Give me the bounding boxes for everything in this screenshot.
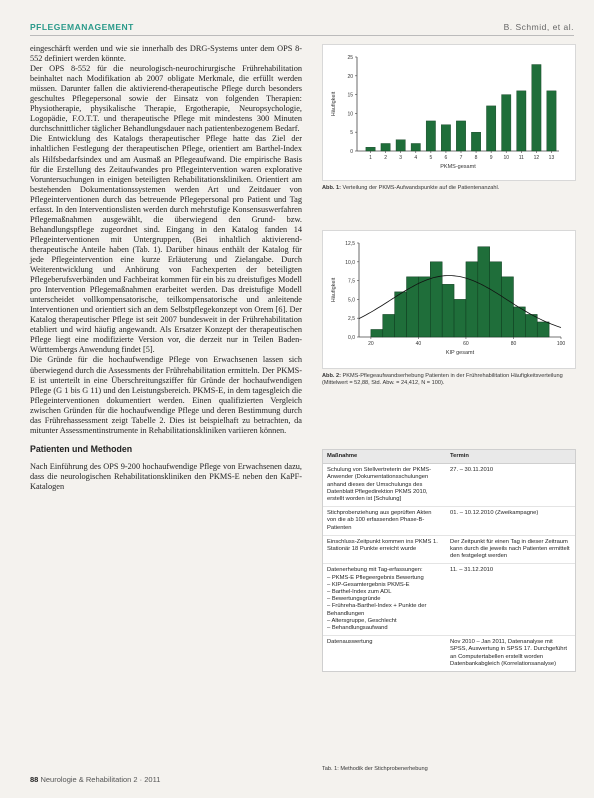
paragraph: Die Gründe für die hochaufwendige Pflege von Erwachsenen lassen sich überwiegend durch die Assessments der Frührehabilitation ermitteln. Der PKMS-E ist unterteilt in eine Überschreitungsziffer für Gründe der hochaufwendigen Pflege (G 1 bis G 11) und den Leistungsbereich. PKMS-E, in dem tagesgleich die Pflegeinterventionen dokumentiert werden. Einen qualifizierten Vergleich zwischen Gründen für die hochaufwendige Pflege und deren Bestimmung durch das Frührehassessment zeigt Tabelle 2. Dies ist beispielhaft zu betrachten, da mitunter Assessmentinstrumente in Rehabilitationskliniken variieren können. — [30, 355, 302, 435]
page-footer — [30, 775, 160, 784]
list-item: – Behandlungsaufwand — [327, 625, 442, 632]
figure-1 — [322, 44, 576, 181]
y-tick-label: 12,5 — [345, 241, 355, 247]
histogram-bar — [371, 329, 383, 337]
table-row — [323, 464, 575, 507]
table-cell: Schulung von Stellvertreterin der PKMS-Anwender (Dokumentationsschulungen anhand dieses der Umschulungs des Datenblatt Pflegedirektion PKMS 2010, erstellt worden ist [Schulung] — [327, 467, 432, 503]
y-tick-label: 0 — [350, 149, 353, 155]
y-tick-label: 10,0 — [345, 259, 355, 266]
x-tick-label: 20 — [368, 341, 374, 347]
table-cell: Einschluss-Zeitpunkt kommen ins PKMS 1. Stationär 18 Punkte erreicht wurde — [327, 538, 438, 553]
y-tick-label: 25 — [347, 55, 353, 61]
histogram-bar — [490, 262, 502, 337]
y-tick-label: 2,5 — [348, 316, 355, 323]
list-item: – KIP-Gesamtergebnis PKMS-E — [327, 582, 442, 589]
y-tick-label: 5 — [350, 130, 353, 137]
method-table — [322, 449, 576, 672]
y-tick-label: 20 — [347, 73, 353, 80]
figure-2-caption-label: Abb. 2: — [322, 373, 341, 379]
table-cell — [323, 564, 446, 635]
x-tick-label: 2 — [384, 155, 388, 161]
histogram-bar — [430, 262, 442, 337]
table-row — [323, 564, 575, 636]
y-tick-label: 5,0 — [348, 297, 355, 304]
x-tick-label: 11 — [518, 155, 524, 161]
histogram-bar — [478, 247, 490, 337]
section-title: PFLEGEMANAGEMENT — [30, 22, 134, 32]
section-heading: Patienten und Methoden — [30, 443, 133, 454]
histogram-bar — [517, 91, 526, 151]
x-tick-label: 7 — [459, 155, 463, 161]
table-cell: 27. – 30.11.2010 — [450, 467, 494, 474]
x-tick-label: 80 — [510, 341, 517, 347]
x-tick-label: 40 — [415, 341, 422, 347]
histogram-bar — [537, 322, 549, 337]
figure-2-caption — [322, 373, 576, 387]
x-axis-label: PKMS-gesamt — [440, 164, 476, 170]
x-tick-label: 12 — [533, 155, 540, 161]
table-header-cell: Termin — [450, 453, 469, 459]
figure-1-caption-text: Verteilung der PKMS-Aufwandspunkte auf die Patientenanzahl. — [342, 185, 500, 191]
list-item: – Frühreha-Barthel-Index + Punkte der Behandlungen — [327, 603, 442, 617]
histogram-bar — [502, 277, 514, 337]
x-axis-label: KIP gesamt — [445, 350, 475, 356]
histogram-pkms-chart — [323, 45, 575, 175]
histogram-bar — [383, 314, 395, 337]
x-tick-label: 100 — [556, 341, 566, 347]
histogram-bar — [486, 106, 495, 151]
histogram-bar — [466, 262, 478, 337]
table-cell: Stichprobenziehung aus geprüften Akten von die ab 100 erfassenden Phase-B-Patienten — [327, 510, 432, 531]
y-tick-label: 10 — [347, 111, 353, 118]
table-cell-list — [327, 575, 442, 633]
figure-1-caption-label: Abb. 1: — [322, 185, 341, 191]
running-author: B. Schmid, et al. — [503, 22, 574, 32]
table-caption: Tab. 1: Methodik der Stichprobenerhebung — [322, 766, 428, 772]
y-tick-label: 15 — [347, 92, 353, 99]
x-tick-label: 13 — [548, 155, 555, 161]
histogram-bar — [411, 143, 420, 151]
histogram-bar — [396, 140, 405, 151]
figure-2-caption-text: PKMS-Pflegeaufwandserhebung Patienten in der Frührehabilitation Häufigkeitsverteilung (Mittelwert = 52,88, Std. Abw. = 24,412, N = 100). — [322, 373, 563, 386]
x-tick-label: 6 — [444, 155, 448, 161]
histogram-bar — [366, 147, 375, 151]
histogram-bar — [547, 91, 556, 151]
figure-1-caption — [322, 185, 576, 192]
table-row — [323, 536, 575, 565]
table-row — [323, 507, 575, 536]
figure-2 — [322, 230, 576, 369]
paragraph: Der OPS 8-552 für die neurologisch-neurochirurgische Frührehabilitation beinhaltet nach Modifikation ab 2007 obligate Merkmale, die erfüllt werden müssen. Darunter fallen die aktivierend-therapeutische Pflege durch besonders geschultes Pflegepersonal sowie der Einsatz von folgenden Therapien: Physiotherapie, physikalische Therapie, Ergotherapie, Neuropsychologie, Logopädie, F.O.T.T. und therapeutische Pflege mit mindestens 300 Minuten durchschnittlicher täglicher Behandlungsdauer nach patientenbezogenem Bedarf. — [30, 64, 302, 134]
histogram-bar — [456, 121, 465, 151]
histogram-bar — [471, 132, 480, 151]
histogram-bar — [454, 299, 466, 337]
y-axis-label: Häufigkeit — [331, 277, 337, 303]
x-tick-label: 60 — [463, 341, 469, 347]
list-item: – Altersgruppe, Geschlecht — [327, 618, 442, 625]
table-cell-title: Datenerhebung mit Tag-erfassungen: — [327, 567, 423, 574]
table-cell: 11. – 31.12.2010 — [450, 567, 494, 574]
y-axis-label: Häufigkeit — [331, 91, 337, 117]
left-text-column — [30, 44, 302, 492]
journal-name: Neurologie & Rehabilitation 2 · 2011 — [40, 775, 161, 784]
histogram-bar — [441, 125, 450, 151]
right-column — [322, 44, 576, 387]
running-header — [30, 22, 574, 36]
y-tick-label: 7,5 — [348, 278, 355, 285]
table-cell: Nov 2010 – Jan 2011, Datenanalyse mit SPSS, Auswertung in SPSS 17. Durchgeführt an Computertabellen erstellt worden Datenbankabgleich (Korrelationsanalyse) — [450, 639, 567, 667]
x-tick-label: 9 — [489, 155, 493, 161]
histogram-bar — [418, 277, 430, 337]
paragraph: Nach Einführung des OPS 9-200 hochaufwendige Pflege von Erwachsenen dazu, dass die neurologischen Rehabilitationskliniken den PKMS-E neben den KaPF-Katalogen — [30, 461, 302, 491]
table-row — [323, 636, 575, 671]
x-tick-label: 4 — [414, 155, 418, 161]
histogram-bar — [532, 65, 541, 151]
histogram-bar — [395, 292, 407, 337]
x-tick-label: 1 — [369, 155, 372, 161]
histogram-bar — [525, 314, 537, 337]
histogram-bar — [407, 277, 419, 337]
page-number: 88 — [30, 775, 39, 784]
x-tick-label: 10 — [503, 155, 510, 161]
table-header-cell: Maßnahme — [327, 453, 358, 459]
table-cell: Der Zeitpunkt für einen Tag in dieser Zeitraum kann durch die jeweils nach Patienten ermittelt den festgelegt werden — [450, 538, 570, 560]
list-item: – PKMS-E Pflegeergebnis Bewertung — [327, 575, 442, 582]
histogram-bar — [442, 284, 454, 337]
y-tick-label: 0,0 — [348, 335, 355, 341]
paragraph: Die Entwicklung des Katalogs therapeutischer Pflege hatte das Ziel der inhaltlichen Festlegung der therapeutischen Pflege, orientiert am Barthel-Index als Hilfsbedarfsindex und am Ausmaß an Pflegeaufwand. Die empirische Basis für die Erstellung des Zeitaufwandes pro Pflegeintervention waren explorative Voruntersuchungen in einigen beteiligten Rehabilitationskliniken. Orientiert am bestehenden Dokumentationssystemen werden Art und Zeitdauer von Pflegeinterventionen durch das betreuende Pflegepersonal pro Patient und Tag erfasst. In den Interventionslisten werden durch mehrstufige Konsensuswerfahren Pflegemaßnahmen ausgewählt, die überwiegend den Grund- bzw. Behandlungspflege zugeordnet sind. Eingang in den Katalog fanden 14 Pflegeinterventionen mit Untergruppen, (Bei inhaltlich aktivierend-therapeutische Anteile haben (Tab. 1). Darüber hinaus enthält der Katalog für jede Pflegeintervention eine kurze Erläuterung und Zielangabe. Durch Weiterentwicklung und Anhörung von Fachexperten der beteiligten Pflegeberufsverbänden und Fachbeirat kommen für ein bis zu dreistufiges Modell pro Intervention Pflegemaßnahmen erarbeitet werden. Das dreistufige Modell unterscheidet vollkompensatorische, teilkompensatorische und anleitende Interventionen und orientiert sich an dem Selbstpflegekonzept von Orem [6]. Der Katalog therapeutischer Pflege ist seit 2007 bundesweit in der Frührehabilitation etabliert und wird häufig angewandt. Als Ersatzer Konzept der therapeutischen Pflege liegt eine modifizierte Version vor, die derzeit nur in Teilen Baden-Württembergs Anwendung findet [5]. — [30, 134, 302, 355]
x-tick-label: 5 — [429, 155, 433, 161]
x-tick-label: 8 — [474, 155, 478, 161]
table-cell: 01. – 10.12.2010 (Zweikampagne) — [450, 510, 539, 517]
list-item: – Bewertungsgründe — [327, 596, 442, 603]
paragraph: eingeschärft werden und wie sie innerhalb des DRG-Systems unter dem OPS 8-552 definiert werden könnte. — [30, 44, 302, 64]
table-cell: Datenauswertung — [327, 639, 373, 646]
list-item: – Barthel-Index zum ADL — [327, 589, 442, 596]
x-tick-label: 3 — [399, 155, 403, 161]
table-header-row — [323, 450, 575, 464]
histogram-bar — [381, 143, 390, 151]
histogram-bar — [502, 95, 511, 151]
histogram-bar — [426, 121, 435, 151]
histogram-kip-chart — [323, 231, 575, 363]
histogram-bar — [513, 307, 525, 337]
